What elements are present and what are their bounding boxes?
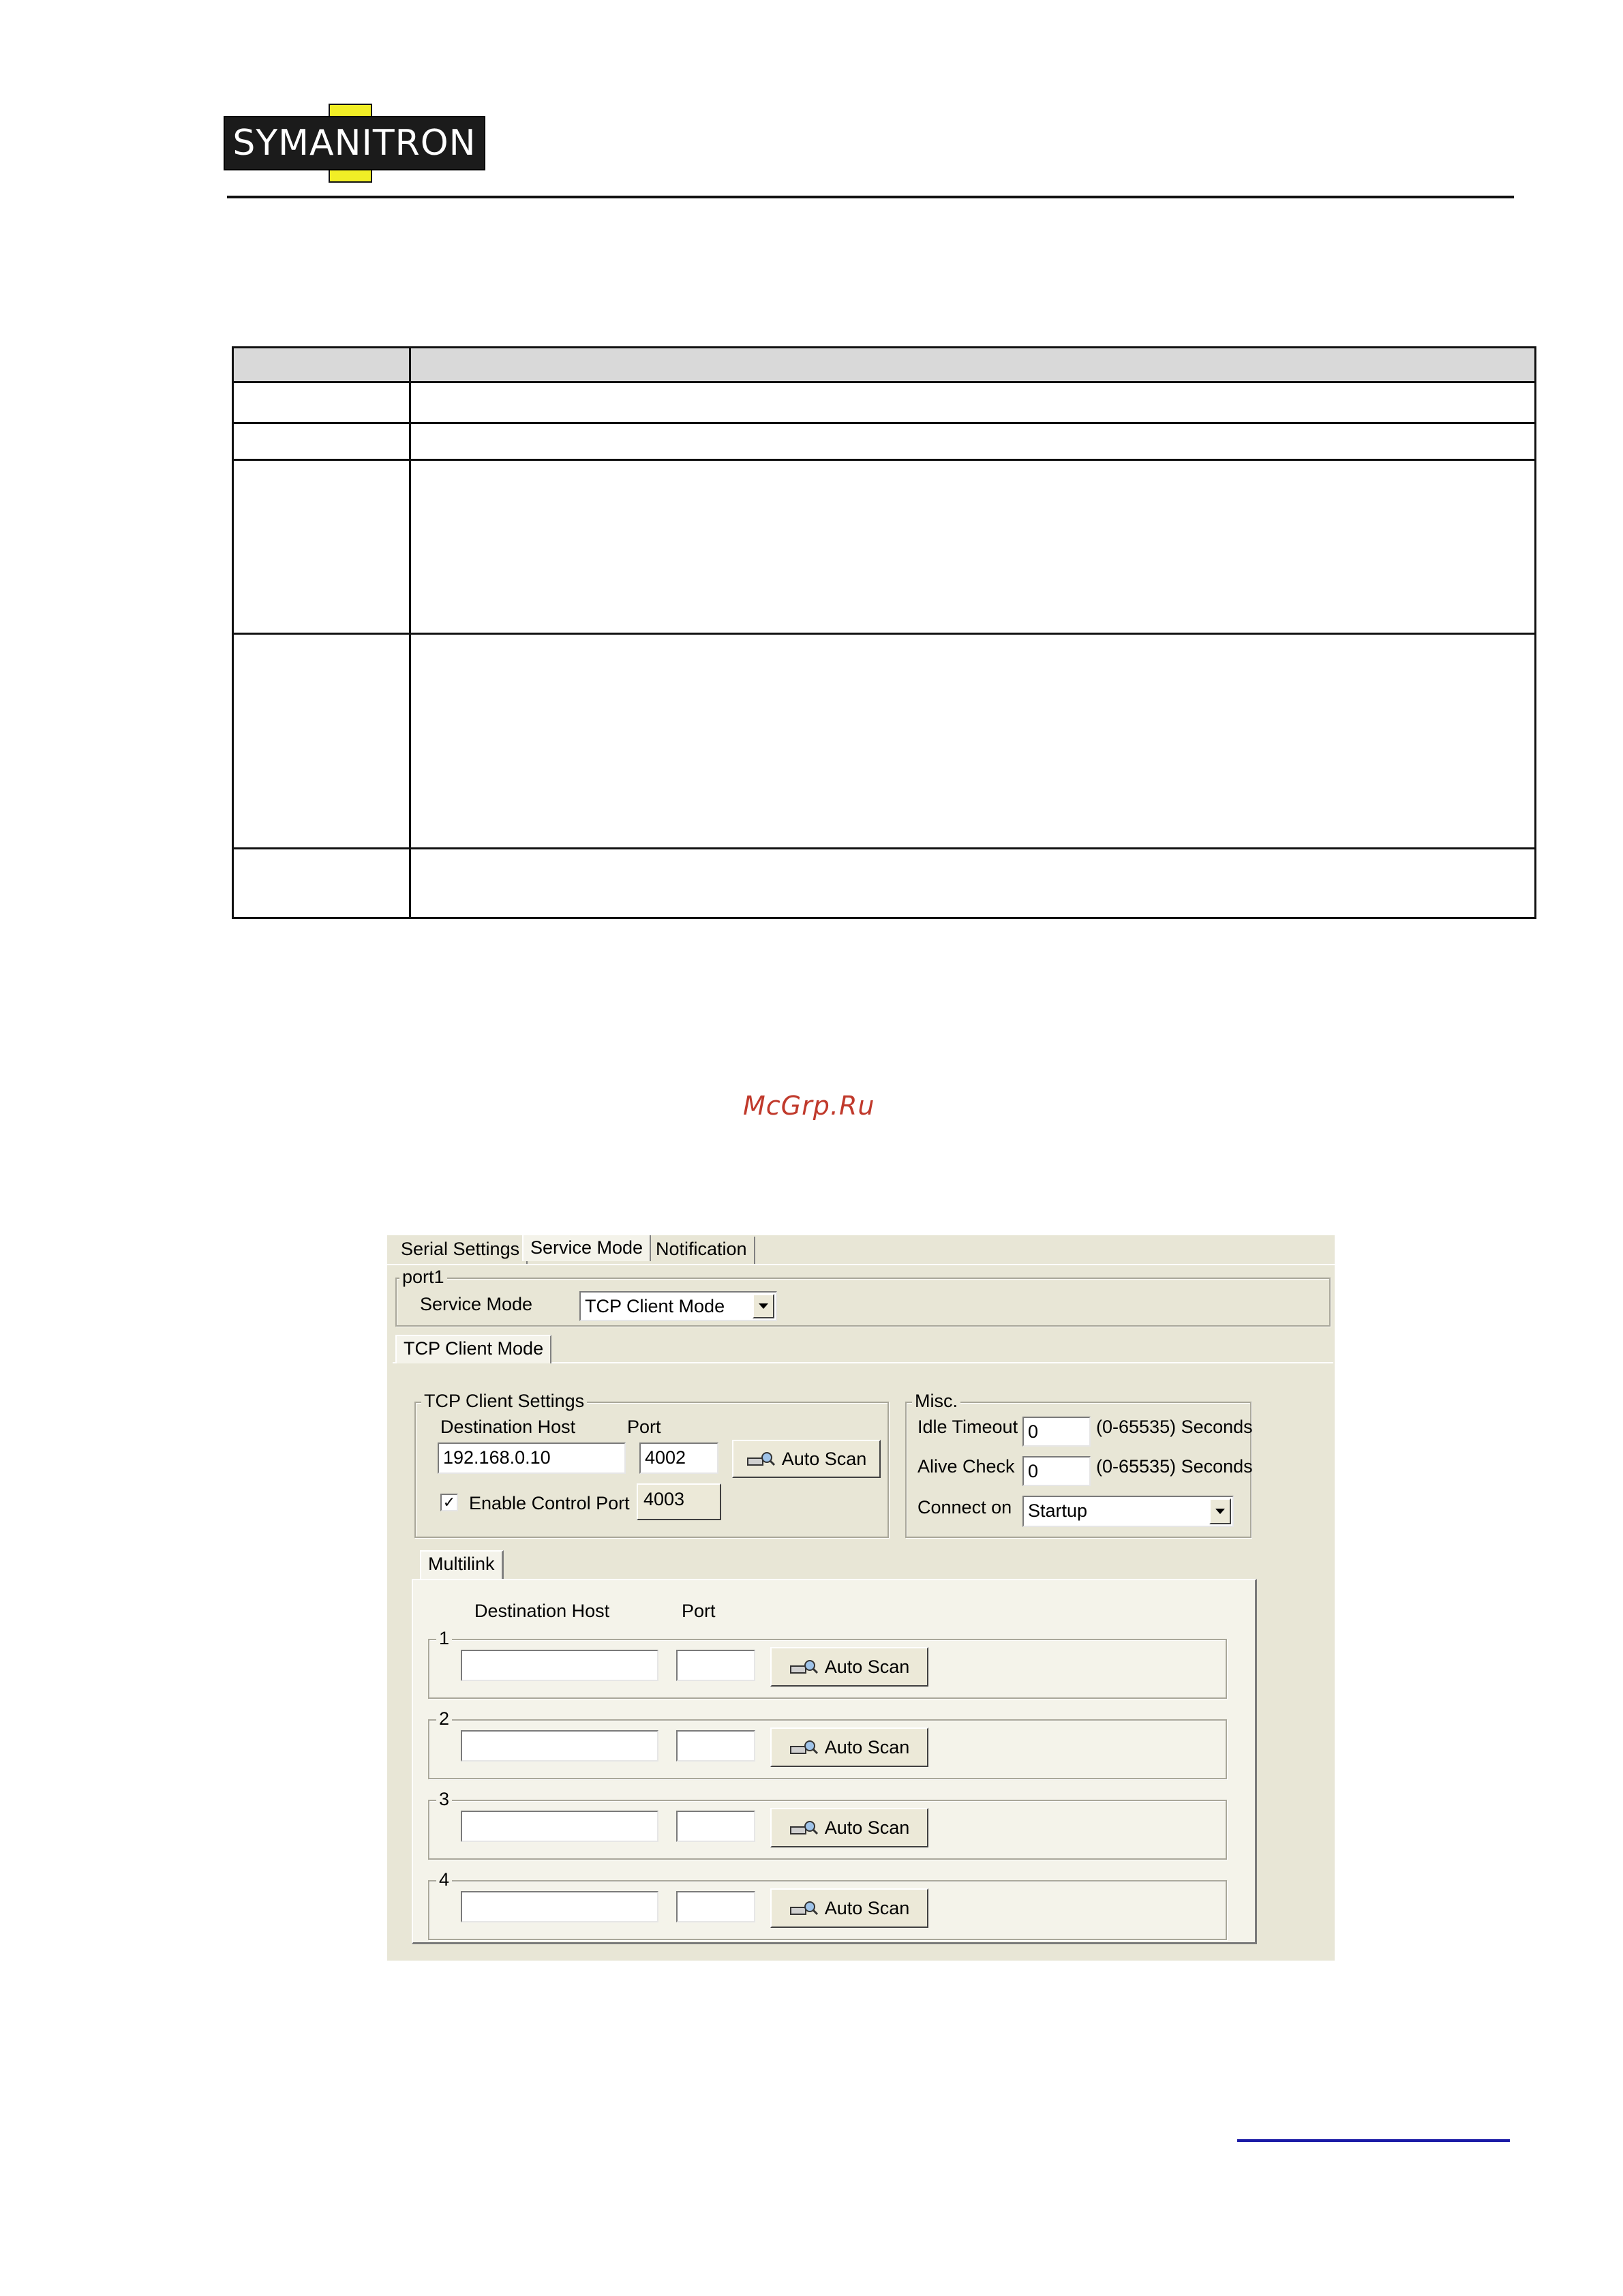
multilink-port-input[interactable]: [676, 1730, 755, 1762]
connect-on-label: Connect on: [917, 1497, 1012, 1517]
auto-scan-label: Auto Scan: [824, 1897, 910, 1918]
scan-icon: [789, 1901, 818, 1916]
multilink-port-input[interactable]: [676, 1650, 755, 1681]
tcp-client-settings-legend: TCP Client Settings: [421, 1391, 587, 1412]
control-port-field[interactable]: [637, 1483, 721, 1520]
tab-label: Notification: [656, 1239, 747, 1259]
multilink-destination-host-header: Destination Host: [474, 1601, 610, 1621]
table-header-row: [234, 348, 1534, 383]
port-group: [395, 1278, 1331, 1327]
alive-check-input[interactable]: 0: [1022, 1456, 1091, 1486]
scan-icon: [789, 1740, 818, 1755]
service-mode-select[interactable]: [579, 1291, 777, 1321]
alive-check-range: (0-65535) Seconds: [1096, 1456, 1253, 1477]
multilink-row-index: 1: [436, 1628, 452, 1649]
multilink-host-input[interactable]: [461, 1730, 658, 1762]
service-mode-dialog: [387, 1235, 1335, 1961]
tab-tcp-client-mode[interactable]: [395, 1335, 551, 1363]
watermark: McGrp.Ru: [743, 1091, 875, 1121]
scan-icon: [746, 1451, 775, 1466]
scan-icon: [789, 1820, 818, 1835]
table-row-divider: [234, 847, 1534, 849]
idle-timeout-range: (0-65535) Seconds: [1096, 1417, 1253, 1437]
symanitron-logo: [224, 104, 485, 183]
enable-control-port-checkbox[interactable]: ✓: [440, 1494, 458, 1511]
misc-legend: Misc.: [912, 1391, 960, 1412]
control-port-value: 4003: [643, 1489, 685, 1509]
alive-check-label: Alive Check: [917, 1456, 1015, 1477]
port-input[interactable]: 4002: [639, 1442, 718, 1474]
auto-scan-label: Auto Scan: [824, 1736, 910, 1757]
multilink-port-header: Port: [682, 1601, 716, 1621]
tab-label: TCP Client Mode: [404, 1338, 544, 1359]
auto-scan-label: Auto Scan: [781, 1448, 867, 1469]
auto-scan-button[interactable]: [732, 1440, 881, 1478]
multilink-port-input[interactable]: [676, 1811, 755, 1842]
tab-label: Serial Settings: [401, 1239, 520, 1259]
document-table: [232, 346, 1536, 919]
auto-scan-label: Auto Scan: [824, 1817, 910, 1838]
tab-serial-settings[interactable]: [394, 1237, 528, 1264]
tab-label: Multilink: [428, 1554, 495, 1574]
connect-on-value: Startup: [1028, 1500, 1088, 1521]
header-rule: [227, 196, 1514, 198]
port-label: Port: [627, 1417, 661, 1437]
footer-link-underline[interactable]: [1237, 2139, 1510, 2142]
service-mode-value: TCP Client Mode: [585, 1296, 725, 1316]
tab-label: Service Mode: [530, 1237, 643, 1258]
logo-text: SYMANITRON: [232, 123, 476, 164]
chevron-down-icon[interactable]: [753, 1294, 774, 1318]
multilink-row-index: 2: [436, 1708, 452, 1729]
multilink-row-index: 4: [436, 1869, 452, 1890]
idle-timeout-input[interactable]: 0: [1022, 1417, 1091, 1447]
service-mode-label: Service Mode: [420, 1294, 533, 1314]
table-row-divider: [234, 459, 1534, 461]
tab-notification[interactable]: [649, 1237, 755, 1264]
multilink-row-index: 3: [436, 1789, 452, 1810]
destination-host-input[interactable]: 192.168.0.10: [438, 1442, 626, 1474]
multilink-host-input[interactable]: [461, 1650, 658, 1681]
idle-timeout-label: Idle Timeout: [917, 1417, 1018, 1437]
multilink-port-input[interactable]: [676, 1891, 755, 1922]
tab-service-mode[interactable]: [522, 1235, 651, 1261]
chevron-down-icon[interactable]: [1209, 1498, 1231, 1524]
scan-icon: [789, 1659, 818, 1674]
multilink-host-input[interactable]: [461, 1891, 658, 1922]
connect-on-select[interactable]: [1022, 1496, 1234, 1527]
table-row-divider: [234, 422, 1534, 424]
multilink-auto-scan-button[interactable]: [770, 1647, 928, 1687]
multilink-auto-scan-button[interactable]: [770, 1808, 928, 1847]
multilink-host-input[interactable]: [461, 1811, 658, 1842]
destination-host-label: Destination Host: [440, 1417, 576, 1437]
table-row-divider: [234, 633, 1534, 635]
multilink-auto-scan-button[interactable]: [770, 1727, 928, 1767]
table-column-divider: [409, 348, 411, 917]
port-group-legend: port1: [399, 1267, 447, 1288]
auto-scan-label: Auto Scan: [824, 1656, 910, 1677]
enable-control-port-label: Enable Control Port: [469, 1493, 630, 1513]
tab-multilink[interactable]: [420, 1550, 504, 1580]
multilink-auto-scan-button[interactable]: [770, 1888, 928, 1928]
